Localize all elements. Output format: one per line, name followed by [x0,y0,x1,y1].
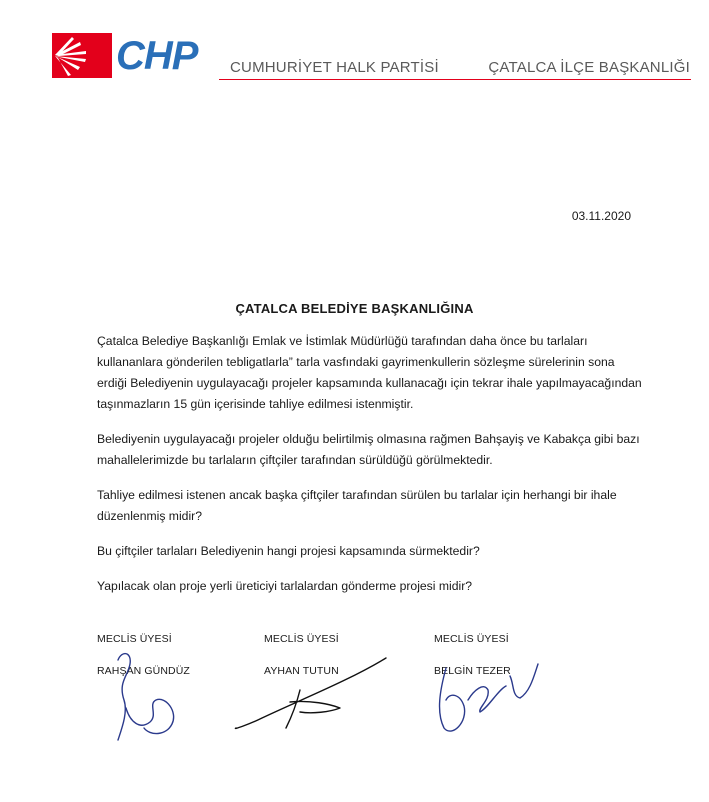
logo-wordmark: CHP [116,34,198,78]
paragraph: Çatalca Belediye Başkanlığı Emlak ve İstimlak Müdürlüğü tarafından daha önce bu tarlaları kullananlara gönderilen tebligatlarla” tarla vasfındaki gayrimenkullerin sözleşme sürelerinin sona erdiği Belediyenin uygulayacağı projeler kapsamında kullanacağı için tekrar ihale yapılmayacağından taşınmazların 15 gün içerisinde tahliye edilmesi istenmiştir. [97,334,642,411]
branch-name: ÇATALCA İLÇE BAŞKANLIĞI [488,59,690,76]
signatory-name: RAHŞAN GÜNDÜZ [97,665,190,677]
signatory-name: BELGİN TEZER [434,665,511,677]
letter-body [97,331,645,611]
signatory-role: MECLİS ÜYESİ [97,633,172,645]
letterhead-divider [219,79,691,80]
six-arrows-emblem [52,33,112,78]
organization-name: CUMHURİYET HALK PARTİSİ [230,59,439,76]
letter-title: ÇATALCA BELEDİYE BAŞKANLIĞINA [235,301,474,316]
chp-logo [52,33,212,78]
paragraph: Yapılacak olan proje yerli üreticiyi tarlalardan gönderme projesi midir? [97,579,473,593]
letter-date: 03.11.2020 [571,209,631,223]
arrows-icon [52,33,112,78]
signatory-block [434,633,511,677]
paragraph: Belediyenin uygulayacağı projeler olduğu belirtilmiş olmasına rağmen Bahşayiş ve Kabakça gibi bazı mahallelerimizde bu tarlaların çiftçiler tarafından sürüldüğü görülmektedir. [97,432,640,467]
paragraph: Bu çiftçiler tarlaları Belediyenin hangi projesi kapsamında sürmektedir? [97,544,480,558]
signatory-block [97,633,190,677]
signatory-role: MECLİS ÜYESİ [264,633,339,645]
signatory-name: AYHAN TUTUN [264,665,339,677]
signatory-block [264,633,339,677]
paragraph: Tahliye edilmesi istenen ancak başka çiftçiler tarafından sürülen bu tarlalar için herhangi bir ihale düzenlenmiş midir? [97,488,617,523]
signatory-role: MECLİS ÜYESİ [434,633,509,645]
